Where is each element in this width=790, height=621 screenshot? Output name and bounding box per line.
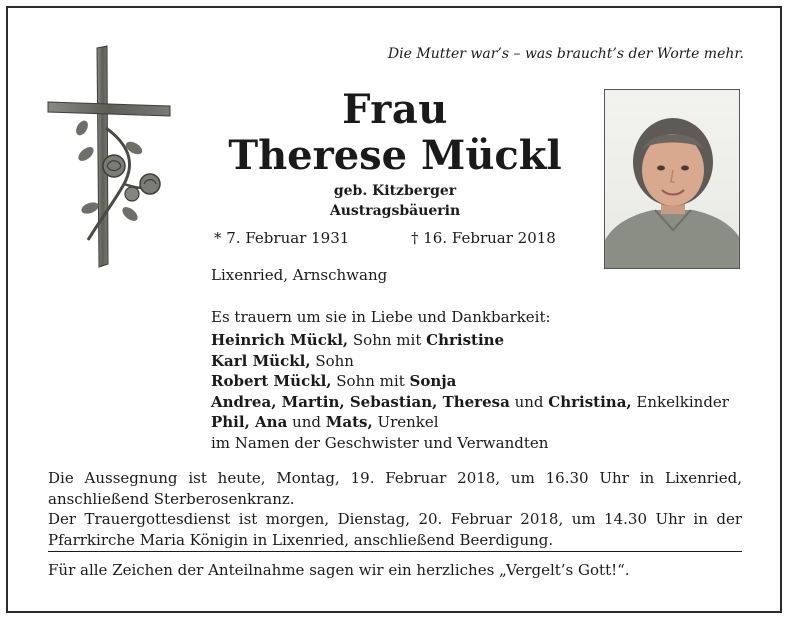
- portrait-photo: [604, 89, 740, 269]
- deceased-name: Therese Mückl: [228, 132, 562, 179]
- place: Lixenried, Arnschwang: [211, 266, 388, 284]
- mourner-line: Heinrich Mückl, Sohn mit Christine: [211, 331, 505, 349]
- mourner-line: Andrea, Martin, Sebastian, Theresa und Christina, Enkelkinder: [211, 392, 729, 411]
- mourner-line: im Namen der Geschwister und Verwandten: [211, 433, 549, 452]
- mourner-line: Karl Mückl, Sohn: [211, 351, 354, 370]
- thanks-line: Für alle Zeichen der Anteilnahme sagen wir ein herzliches „Vergelt’s Gott!“.: [48, 561, 630, 579]
- mourner-line: Robert Mückl, Sohn mit Sonja: [211, 372, 457, 390]
- motto: Die Mutter war’s – was braucht’s der Worte mehr.: [387, 46, 744, 62]
- birth-date: * 7. Februar 1931: [214, 229, 350, 247]
- occupation: Austragsbäuerin: [329, 203, 461, 219]
- divider: [48, 551, 742, 552]
- mourners-intro: Es trauern um sie in Liebe und Dankbarkeit:: [211, 308, 551, 326]
- service-notice: Der Trauergottesdienst ist morgen, Dienstag, 20. Februar 2018, um 14.30 Uhr in der Pfarrkirche Maria Königin in Lixenried, anschließend Beerdigung.: [48, 510, 742, 549]
- funeral-blessing-notice: Die Aussegnung ist heute, Montag, 19. Februar 2018, um 16.30 Uhr in Lixenried, anschließend Sterberosenkranz.: [48, 469, 742, 508]
- honorific: Frau: [342, 86, 448, 133]
- maiden-name: geb. Kitzberger: [333, 183, 457, 199]
- mourner-line: Phil, Ana und Mats, Urenkel: [211, 413, 439, 431]
- death-date: † 16. Februar 2018: [411, 229, 556, 247]
- mourners-list: [211, 330, 729, 453]
